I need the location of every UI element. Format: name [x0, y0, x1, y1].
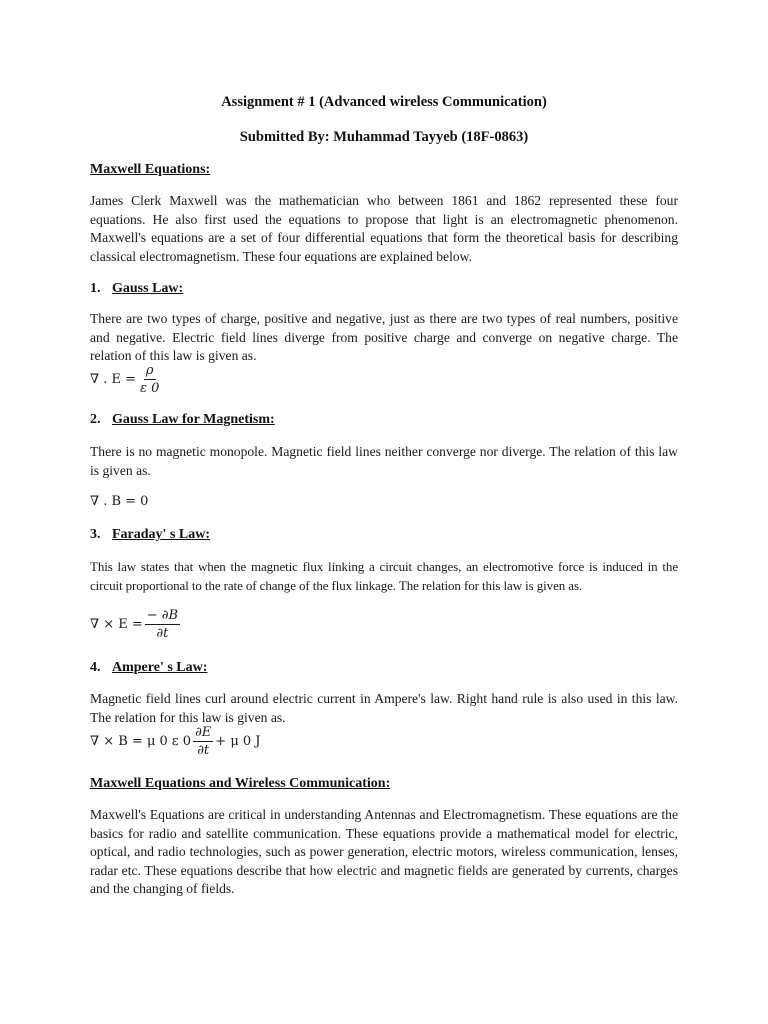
section-3-heading [90, 527, 210, 543]
equation-fraction: $\frac{- \partial B}{\partial t}$ [146, 608, 179, 641]
section-number: 2. [90, 412, 101, 427]
wireless-heading: Maxwell Equations and Wireless Communication: [90, 776, 391, 791]
gauss-magnetism-equation: ∇ . B = 0 [90, 494, 149, 509]
section-number: 3. [90, 527, 101, 542]
equation-fraction: $\frac{\rho}{\varepsilon 0}$ [140, 363, 160, 396]
equation-lhs: ∇ × E = [90, 617, 143, 632]
section-label: Gauss Law: [112, 281, 184, 296]
section-number: 1. [90, 281, 101, 296]
maxwell-intro-paragraph: James Clerk Maxwell was the mathematician who between 1861 and 1862 represented these four equations. He also first used the equations to propose that light is an electromagnetic phenomenon. Maxwell's equations are a set of four differential equations that form the theoretical basis for describing classical electromagnetism. These four equations are explained below. [90, 193, 678, 264]
section-label: Faraday' s Law: [112, 527, 210, 542]
section-number: 4. [90, 660, 101, 675]
section-1-paragraph: There are two types of charge, positive and negative, just as there are two types of real numbers, positive and negative. Electric field lines diverge from positive charge and converge on negative charge. The relation of this law is given as. [90, 311, 678, 364]
section-4-paragraph: Magnetic field lines curl around electric current in Ampere's law. Right hand rule is also used in this law. The relation for this law is given as. [90, 691, 678, 725]
maxwell-heading: Maxwell Equations: [90, 162, 211, 177]
faraday-law-equation [90, 607, 182, 642]
equation-lhs: ∇ . E = [90, 372, 136, 387]
section-1-heading [90, 281, 183, 297]
section-4-heading [90, 660, 207, 676]
section-label: Gauss Law for Magnetism: [112, 412, 275, 427]
equation-rhs: + μ 0 J [215, 734, 261, 749]
submitted-by: Submitted By: Muhammad Tayyeb (18F-0863) [239, 129, 529, 145]
wireless-paragraph: Maxwell's Equations are critical in understanding Antennas and Electromagnetism. These equations are the basics for radio and satellite communication. These equations provide a mathematical model for electric, optical, and radio technologies, such as power generation, electric motors, wireless communication, lenses, radar etc. These equations describe that how electric and magnetic fields are generated by currents, charges and the changing of fields. [90, 807, 678, 897]
ampere-law-equation [90, 724, 261, 759]
gauss-law-equation [90, 362, 163, 397]
assignment-title: Assignment # 1 (Advanced wireless Communication) [221, 94, 547, 110]
equation-fraction: $\frac{\partial E}{\partial t}$ [195, 725, 212, 758]
section-label: Ampere' s Law: [112, 660, 208, 675]
section-2-heading [90, 412, 275, 428]
section-2-paragraph: There is no magnetic monopole. Magnetic field lines neither converge nor diverge. The relation of this law is given as. [90, 444, 678, 478]
section-3-paragraph: This law states that when the magnetic flux linking a circuit changes, an electromotive force is induced in the circuit proportional to the rate of change of the flux linkage. The relation for this law is given as. [90, 559, 678, 593]
equation-lhs: ∇ × B = μ 0 ε 0 [90, 734, 192, 749]
